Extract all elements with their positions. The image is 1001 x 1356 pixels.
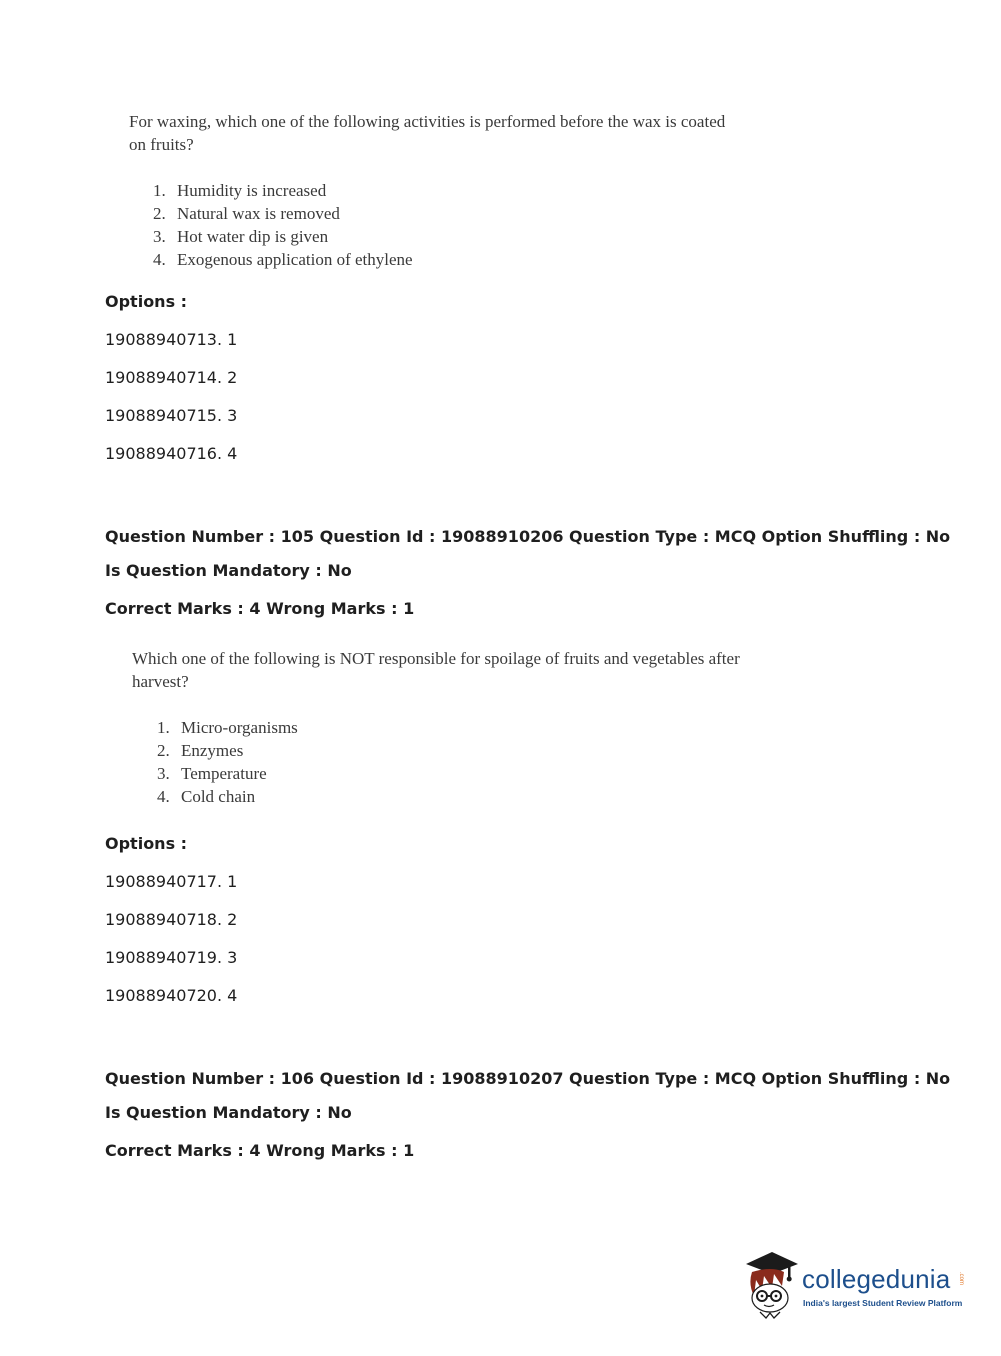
option-row: 19088940714. 2 (105, 368, 238, 387)
list-item: 2. Enzymes (157, 741, 244, 760)
question-105-mandatory: Is Question Mandatory : No (105, 561, 352, 580)
logo-wordmark: collegedunia (802, 1264, 951, 1294)
list-item: 4. Cold chain (157, 787, 256, 806)
list-item: 4. Exogenous application of ethylene (153, 250, 413, 269)
logo-suffix: .com (958, 1272, 964, 1286)
question-106-marks: Correct Marks : 4 Wrong Marks : 1 (105, 1141, 415, 1160)
list-item: 2. Natural wax is removed (153, 204, 340, 223)
collegedunia-logo (742, 1250, 972, 1320)
logo-tagline: India's largest Student Review Platform (803, 1298, 963, 1308)
list-item: 1. Micro-organisms (157, 718, 298, 737)
question-104-choices (153, 179, 413, 271)
list-item: 3. Temperature (157, 764, 267, 783)
option-row: 19088940720. 4 (105, 986, 238, 1005)
question-105-stem: Which one of the following is NOT responsible for spoilage of fruits and vegetables after harvest? (132, 649, 740, 691)
question-104-stem: For waxing, which one of the following activities is performed before the wax is coated on fruits? (129, 112, 726, 154)
question-105-marks: Correct Marks : 4 Wrong Marks : 1 (105, 599, 415, 618)
options-label: Options : (105, 292, 188, 311)
question-105-header: Question Number : 105 Question Id : 19088910206 Question Type : MCQ Option Shuffling : No (105, 527, 951, 546)
options-label: Options : (105, 834, 188, 853)
question-106-header: Question Number : 106 Question Id : 19088910207 Question Type : MCQ Option Shuffling : No (105, 1069, 951, 1088)
question-105-choices (157, 716, 298, 808)
option-row: 19088940717. 1 (105, 872, 238, 891)
list-item: 1. Humidity is increased (153, 181, 327, 200)
option-row: 19088940713. 1 (105, 330, 238, 349)
option-row: 19088940716. 4 (105, 444, 238, 463)
list-item: 3. Hot water dip is given (153, 227, 329, 246)
mascot-icon (742, 1250, 802, 1320)
option-row: 19088940715. 3 (105, 406, 238, 425)
option-row: 19088940719. 3 (105, 948, 238, 967)
option-row: 19088940718. 2 (105, 910, 238, 929)
question-106-mandatory: Is Question Mandatory : No (105, 1103, 352, 1122)
